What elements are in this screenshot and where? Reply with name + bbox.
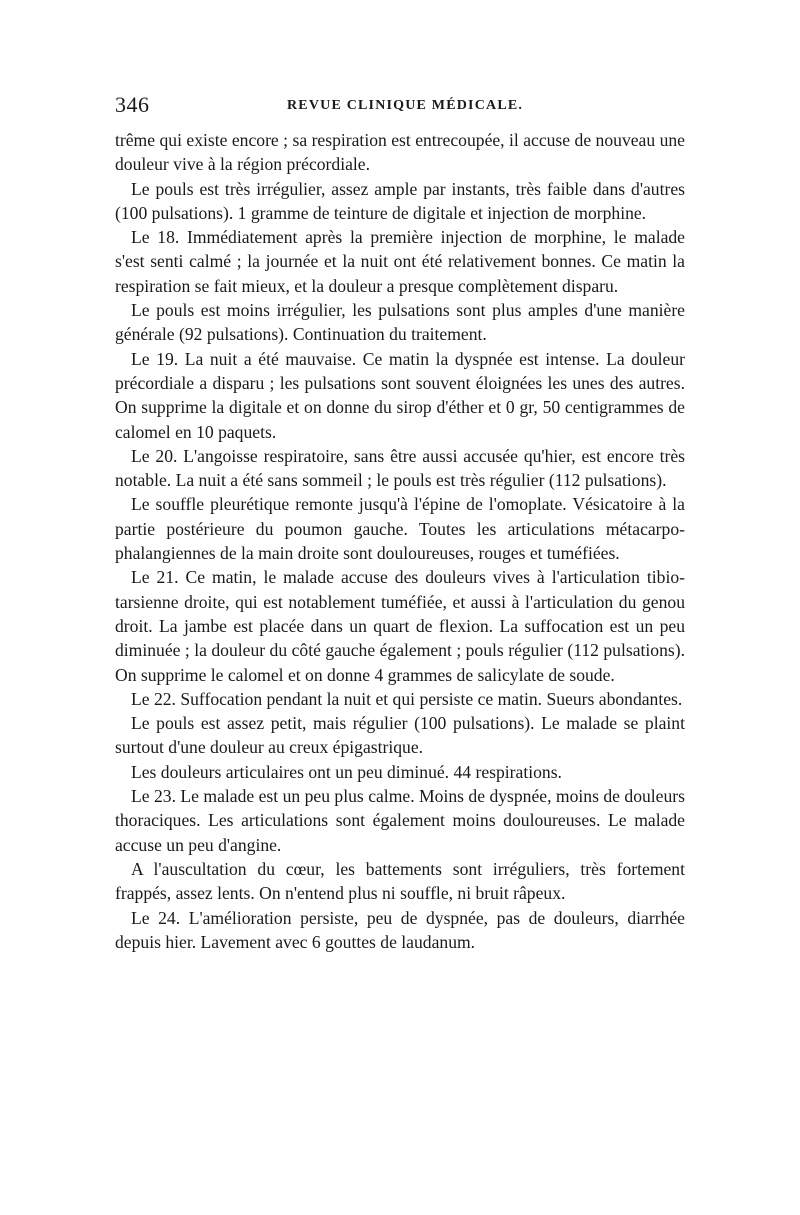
paragraph-le-21: Le 21. Ce matin, le malade accuse des douleurs vives à l'articulation tibio-tarsienne droite, qui est notablement tuméfiée, et aussi à l'articulation du genou droit. La jambe est placée dans un quart de flexion. La suffocation est un peu diminuée ; la douleur du côté gauche également ; pouls régulier (112 pulsations). On supprime le calomel et on donne 4 grammes de salicylate de soude. — [115, 567, 685, 685]
paragraph-le-24: Le 24. L'amélioration persiste, peu de dyspnée, pas de douleurs, diarrhée depuis hier. Lavement avec 6 gouttes de laudanum. — [115, 907, 685, 952]
paragraph-le-20: Le 20. L'angoisse respiratoire, sans être aussi accusée qu'hier, est encore très notable. La nuit a été sans sommeil ; le pouls est très régulier (112 pulsations). — [115, 445, 685, 491]
paragraph-continuation: trême qui existe encore ; sa respiration est entrecoupée, il accuse de nouveau une douleur vive à la région précordiale. — [115, 130, 685, 175]
body-text — [115, 128, 685, 954]
page-number: 346 — [115, 92, 150, 117]
paragraph-auscultation: A l'auscultation du cœur, les battements sont irréguliers, très fortement frappés, assez lents. On n'entend plus ni souffle, ni bruit râpeux. — [115, 858, 685, 904]
running-head — [115, 92, 685, 122]
paragraph-le-22: Le 22. Suffocation pendant la nuit et qui persiste ce matin. Sueurs abondantes. — [131, 688, 683, 709]
paragraph-le-23: Le 23. Le malade est un peu plus calme. Moins de dyspnée, moins de douleurs thoraciques. Les articulations sont également moins douloureuses. Le malade accuse un peu d'angine. — [115, 786, 685, 855]
running-title: REVUE CLINIQUE MÉDICALE. — [287, 98, 524, 113]
paragraph-le-18: Le 18. Immédiatement après la première injection de morphine, le malade s'est senti calmé ; la journée et la nuit ont été relativement bonnes. Ce matin la respiration se fait mieux, et la douleur a presque complètement disparu. — [115, 227, 685, 296]
paragraph-douleurs-articulaires: Les douleurs articulaires ont un peu diminué. 44 respirations. — [131, 761, 562, 782]
paragraph-pouls-irregulier: Le pouls est très irrégulier, assez ample par instants, très faible dans d'autres (100 pulsations). 1 gramme de teinture de digitale et injection de morphine. — [115, 178, 685, 223]
paragraph-souffle-pleuretique: Le souffle pleurétique remonte jusqu'à l'épine de l'omoplate. Vésicatoire à la partie postérieure du poumon gauche. Toutes les articulations métacarpo-phalangiennes de la main droite sont douloureuses, rouges et tuméfiées. — [115, 494, 685, 564]
paragraph-pouls-moins-irregulier: Le pouls est moins irrégulier, les pulsations sont plus amples d'une manière générale (92 pulsations). Continuation du traitement. — [115, 300, 685, 345]
paragraph-le-19: Le 19. La nuit a été mauvaise. Ce matin la dyspnée est intense. La douleur précordiale a disparu ; les pulsations sont souvent éloignées les unes des autres. On supprime la digitale et on donne du sirop d'éther et 0 gr, 50 centigrammes de calomel en 10 paquets. — [115, 348, 685, 442]
paragraph-pouls-petit: Le pouls est assez petit, mais régulier (100 pulsations). Le malade se plaint surtout d'une douleur au creux épigastrique. — [115, 713, 685, 758]
